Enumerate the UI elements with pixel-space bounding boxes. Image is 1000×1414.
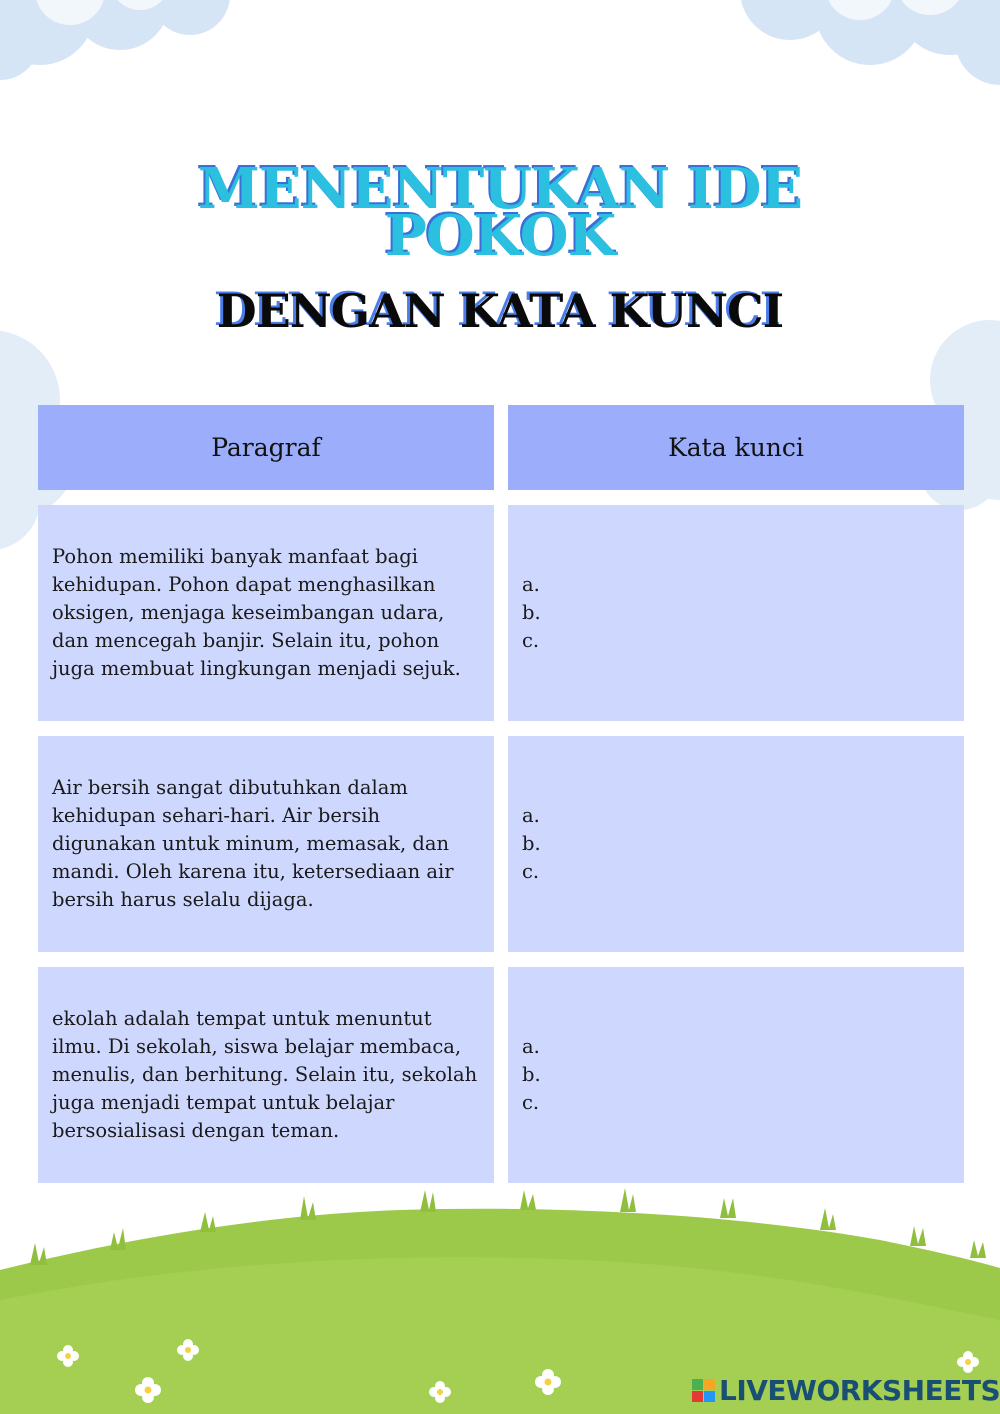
liveworksheets-logo[interactable] [692,1374,1000,1406]
paragraph-cell [38,505,494,721]
option-a-label: a. [522,1035,540,1058]
option-b-label: b. [522,1063,541,1086]
option-c-label: c. [522,629,540,652]
header-kata-kunci: Kata kunci [508,405,964,490]
keyword-answer-cell[interactable] [508,967,964,1183]
page-subtitle: DENGAN KATA KUNCI [216,284,784,338]
option-a-label: a. [522,804,540,827]
option-b-label: b. [522,832,541,855]
liveworksheets-logo-icon [692,1379,715,1402]
paragraph-text-3: ekolah adalah tempat untuk menuntut ilmu. Di sekolah, siswa belajar membaca, menulis, dan berhitung. Selain itu, sekolah juga menjadi tempat untuk belajar bersosialisasi dengan teman. [52,1007,478,1142]
paragraph-text [52,736,484,952]
paragraph-text [52,505,484,721]
page-title: MENENTUKAN IDE POKOK [197,156,803,269]
keyword-answer-cell[interactable] [508,505,964,721]
paragraph-text-1: Pohon memiliki banyak manfaat bagi kehidupan. Pohon dapat menghasilkan oksigen, menjaga keseimbangan udara, dan mencegah banjir. Selain itu, pohon juga membuat lingkungan menjadi sejuk. [52,545,461,680]
paragraph-cell [38,736,494,952]
option-c-label: c. [522,860,540,883]
liveworksheets-brand-text: LIVEWORKSHEETS [719,1373,1000,1407]
keyword-answer-cell[interactable] [508,736,964,952]
paragraph-cell [38,967,494,1183]
option-b-label: b. [522,601,541,624]
paragraph-text-2: Air bersih sangat dibutuhkan dalam kehidupan sehari-hari. Air bersih digunakan untuk minum, memasak, dan mandi. Oleh karena itu, ketersediaan air bersih harus selalu dijaga. [52,776,454,911]
cloud-top-left [0,0,230,80]
option-c-label: c. [522,1091,540,1114]
option-a-label: a. [522,573,540,596]
header-paragraf: Paragraf [38,405,494,490]
paragraph-text [52,967,484,1183]
